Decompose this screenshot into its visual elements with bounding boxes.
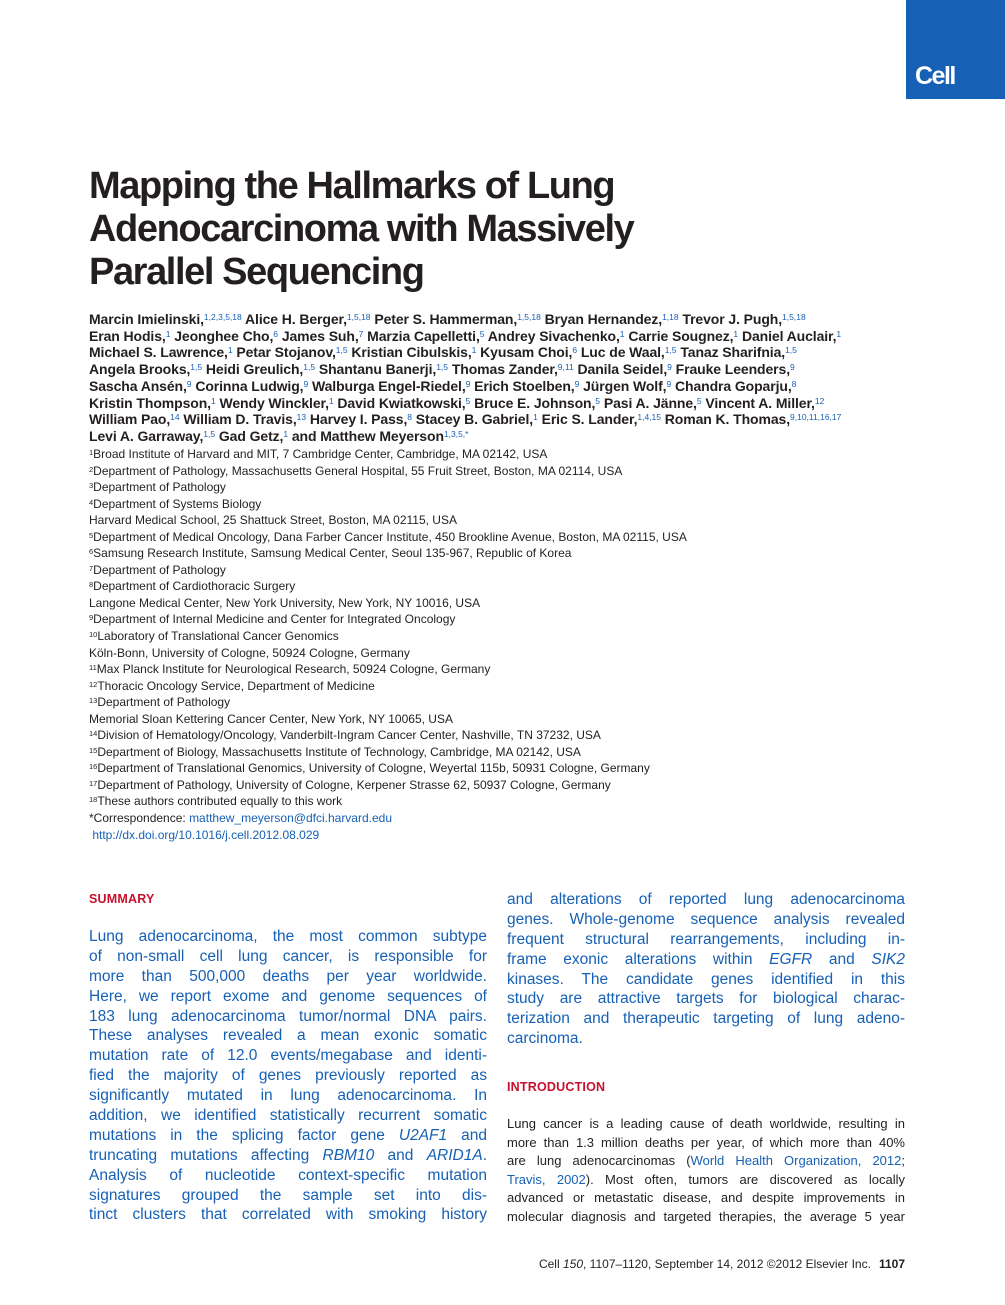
affiliation-number: 4 bbox=[89, 497, 94, 507]
summary-line: mutation rate of 12.0 events/megabase and identi- bbox=[89, 1047, 487, 1065]
affiliation-number: 17 bbox=[89, 778, 98, 788]
footer-citation: , 1107–1120, September 14, 2012 ©2012 Elsevier Inc. bbox=[583, 1257, 871, 1271]
affiliation-number: 18 bbox=[89, 795, 98, 805]
author-name[interactable]: Kyusam Choi, bbox=[480, 344, 573, 361]
author-name[interactable]: Marcin Imielinski, bbox=[89, 311, 204, 327]
author-name[interactable]: Thomas Zander, bbox=[451, 361, 558, 378]
author-affil: 9 bbox=[667, 362, 672, 373]
summary-line bbox=[507, 950, 905, 970]
author-affil: 9 bbox=[666, 378, 672, 389]
author-affil: 1,18 bbox=[662, 312, 679, 322]
affiliation-number: 8 bbox=[89, 580, 94, 590]
citation-link[interactable]: Travis, 2002 bbox=[507, 1171, 586, 1187]
author-affil: 9 bbox=[303, 378, 309, 389]
author-name[interactable]: Eric S. Lander, bbox=[541, 411, 638, 428]
doi bbox=[89, 827, 919, 844]
affiliation bbox=[89, 793, 919, 810]
introduction-body bbox=[507, 1115, 905, 1227]
author-name[interactable]: Bruce E. Johnson, bbox=[474, 394, 596, 411]
author-name[interactable]: William Pao, bbox=[89, 411, 171, 428]
gene-name: U2AF1 bbox=[398, 1126, 448, 1144]
author-name[interactable]: Luc de Waal, bbox=[580, 344, 665, 361]
author-affil: 1 bbox=[210, 395, 216, 406]
author-name[interactable]: Heidi Greulich, bbox=[205, 361, 304, 378]
author-name[interactable]: Harvey I. Pass, bbox=[309, 411, 408, 428]
summary-line: of non-small cell lung cancer, is responsible for bbox=[89, 947, 487, 965]
affiliation-text: Thoracic Oncology Service, Department of Medicine bbox=[97, 678, 375, 693]
affiliation-text: Samsung Research Institute, Samsung Medical Center, Seoul 135-967, Republic of Korea bbox=[93, 546, 572, 561]
affiliation bbox=[89, 446, 919, 463]
author-name[interactable]: Danila Seidel, bbox=[577, 361, 668, 378]
author-affil: 1 bbox=[471, 345, 477, 356]
affiliation-number: 12 bbox=[89, 679, 98, 689]
summary-line: addition, we identified statistically recurrent somatic bbox=[89, 1107, 487, 1125]
intro-line: more than 1.3 million deaths per year, of which more than 40% bbox=[507, 1134, 905, 1150]
summary-line: carcinoma. bbox=[507, 1030, 583, 1048]
affiliation-number: 11 bbox=[89, 663, 97, 673]
author-affil: 1 bbox=[328, 395, 334, 406]
author-line bbox=[89, 344, 919, 361]
author-affil: 5 bbox=[595, 395, 601, 406]
intro-line: advanced or metastatic disease, and despite improvements in bbox=[507, 1190, 905, 1206]
summary-line: tinct clusters that correlated with smoking history bbox=[89, 1206, 487, 1224]
author-affil: 1,3,5,* bbox=[443, 428, 469, 439]
page-footer bbox=[539, 1257, 905, 1271]
affiliation-number: 15 bbox=[89, 745, 98, 755]
author-affil: 9 bbox=[574, 378, 580, 389]
author-name[interactable]: Wendy Winckler, bbox=[219, 394, 329, 411]
journal-logo-text: Cell bbox=[915, 62, 955, 90]
footer-journal: Cell bbox=[538, 1257, 563, 1271]
affiliation bbox=[89, 678, 919, 695]
affiliation bbox=[89, 479, 919, 496]
affiliation-text: Langone Medical Center, New York University, New York, NY 10016, USA bbox=[89, 595, 481, 610]
author-name[interactable]: Jeonghee Cho, bbox=[174, 327, 274, 344]
author-line bbox=[89, 378, 919, 395]
affiliation bbox=[89, 628, 919, 645]
author-name[interactable]: Pasi A. Jänne, bbox=[603, 394, 697, 411]
author-affil: 8 bbox=[791, 378, 797, 389]
summary-line: terization and therapeutic targeting of lung adeno- bbox=[507, 1010, 905, 1028]
gene-name: SIK2 bbox=[871, 950, 905, 968]
correspondence-label: *Correspondence: bbox=[89, 811, 190, 826]
affiliation-number: 13 bbox=[89, 696, 98, 706]
author-name[interactable]: Vincent A. Miller, bbox=[705, 394, 815, 411]
author-affil: 13 bbox=[296, 412, 307, 423]
affiliation-text: Harvard Medical School, 25 Shattuck Street, Boston, MA 02115, USA bbox=[89, 513, 457, 528]
affiliation-number: 10 bbox=[89, 630, 98, 640]
author-affil: 9 bbox=[790, 362, 795, 373]
affiliation bbox=[89, 512, 919, 529]
affiliation bbox=[89, 545, 919, 562]
affiliation-text: Max Planck Institute for Neurological Research, 50924 Cologne, Germany bbox=[96, 662, 491, 677]
author-name[interactable]: Angela Brooks, bbox=[89, 361, 191, 378]
author-name[interactable]: Daniel Auclair, bbox=[741, 327, 837, 344]
author-name[interactable]: Eran Hodis, bbox=[89, 327, 166, 344]
author-affil: 9 bbox=[465, 378, 471, 389]
affiliation-text: Köln-Bonn, University of Cologne, 50924 Cologne, Germany bbox=[89, 645, 410, 660]
author-affil: 1 bbox=[165, 328, 171, 339]
summary-text-run: and bbox=[374, 1146, 427, 1164]
title-line: Mapping the Hallmarks of Lung bbox=[89, 165, 615, 207]
summary-left-column bbox=[89, 927, 487, 1225]
author-affil: 1,5 bbox=[203, 428, 216, 439]
author-affil: 1 bbox=[619, 328, 625, 339]
correspondence bbox=[89, 810, 919, 827]
author-name[interactable]: Kristian Cibulskis, bbox=[351, 344, 472, 361]
title-line: Parallel Sequencing bbox=[89, 251, 424, 293]
author-name[interactable]: Walburga Engel-Riedel, bbox=[312, 377, 466, 394]
summary-text-run: and bbox=[812, 950, 872, 968]
author-affil: 12 bbox=[814, 395, 825, 406]
author-affil: 6 bbox=[572, 345, 578, 356]
summary-line: fied the majority of genes previously reported as bbox=[89, 1067, 487, 1085]
intro-text-run: ). Most often, tumors are discovered as locally bbox=[585, 1171, 905, 1187]
affiliation-text: Department of Medical Oncology, Dana Farber Cancer Institute, 450 Brookline Avenue, Boston, MA 02115, USA bbox=[93, 529, 687, 544]
article-title bbox=[89, 165, 789, 294]
author-name[interactable]: Jürgen Wolf, bbox=[583, 377, 667, 394]
summary-line: signatures grouped the sample set into dis- bbox=[89, 1186, 487, 1204]
summary-line: frequent structural rearrangements, including in- bbox=[507, 930, 905, 948]
affiliation-text: Department of Pathology, Massachusetts General Hospital, 55 Fruit Street, Boston, MA 02114, USA bbox=[93, 463, 623, 478]
affiliation bbox=[89, 562, 919, 579]
author-affil: 8 bbox=[407, 412, 412, 423]
author-name[interactable]: Gad Getz, bbox=[218, 427, 284, 444]
affiliation bbox=[89, 529, 919, 546]
affiliation-text: Department of Internal Medicine and Center for Integrated Oncology bbox=[93, 612, 456, 627]
author-affil: 1,5,18 bbox=[517, 312, 541, 322]
affiliation bbox=[89, 611, 919, 628]
affiliation-number: 16 bbox=[89, 762, 98, 772]
author-name[interactable]: Erich Stoelben, bbox=[474, 377, 575, 394]
author-line bbox=[89, 361, 919, 378]
affiliation-text: Broad Institute of Harvard and MIT, 7 Cambridge Center, Cambridge, MA 02142, USA bbox=[93, 447, 548, 461]
author-affil: 5 bbox=[696, 395, 702, 406]
affiliation-number: 14 bbox=[89, 729, 98, 739]
author-name[interactable]: Stacey B. Gabriel, bbox=[415, 411, 534, 428]
summary-text-run: . bbox=[482, 1146, 487, 1164]
author-affil: 1,5 bbox=[190, 362, 203, 373]
affiliation-text: Department of Pathology bbox=[93, 480, 226, 495]
affiliation-text: Memorial Sloan Kettering Cancer Center, New York, NY 10065, USA bbox=[89, 711, 453, 726]
introduction-heading: INTRODUCTION bbox=[507, 1080, 606, 1094]
summary-right-column bbox=[507, 890, 905, 1049]
summary-line bbox=[507, 970, 905, 990]
summary-line: more than 500,000 deaths per year worldwide. bbox=[89, 967, 487, 985]
author-name[interactable]: William D. Travis, bbox=[183, 411, 297, 428]
intro-line bbox=[507, 1171, 905, 1190]
author-name[interactable]: Alice H. Berger, bbox=[245, 311, 347, 327]
author-affil: 9,10,11,16,17 bbox=[790, 412, 842, 423]
title-line: Adenocarcinoma with Massively bbox=[89, 208, 634, 250]
summary-heading: SUMMARY bbox=[89, 892, 155, 906]
summary-text-run: mutations in the splicing factor gene bbox=[89, 1126, 399, 1144]
author-affil: 5 bbox=[465, 395, 471, 406]
author-affil: 6 bbox=[273, 328, 279, 339]
affiliation-text: Department of Biology, Massachusetts Institute of Technology, Cambridge, MA 02142, USA bbox=[97, 744, 581, 759]
affiliation-list bbox=[89, 446, 919, 843]
footer-volume: 150 bbox=[562, 1257, 584, 1271]
author-name[interactable]: Peter S. Hammerman, bbox=[374, 311, 518, 327]
affiliation-number: 1 bbox=[89, 448, 94, 457]
author-affil: 9 bbox=[186, 378, 192, 389]
intro-line bbox=[507, 1152, 905, 1171]
affiliation bbox=[89, 595, 919, 612]
intro-text-run: are lung adenocarcinomas ( bbox=[507, 1153, 691, 1169]
author-name[interactable]: Michael S. Lawrence, bbox=[89, 344, 228, 361]
author-name[interactable]: Levi A. Garraway, bbox=[89, 427, 204, 444]
author-affil: 1,2,3,5,18 bbox=[203, 312, 242, 322]
correspondence-email-link[interactable]: matthew_meyerson@dfci.harvard.edu bbox=[189, 811, 393, 826]
author-name[interactable]: James Suh, bbox=[281, 327, 359, 344]
affiliation bbox=[89, 645, 919, 662]
author-name[interactable]: Corinna Ludwig, bbox=[195, 377, 304, 394]
affiliation bbox=[89, 727, 919, 744]
summary-line: and alterations of reported lung adenocarcinoma bbox=[507, 891, 905, 908]
author-line bbox=[89, 328, 919, 345]
author-name[interactable]: Matthew Meyerson bbox=[320, 427, 444, 444]
affiliation-text: Laboratory of Translational Cancer Genomics bbox=[97, 629, 339, 644]
page-number: 1107 bbox=[878, 1257, 905, 1271]
author-name[interactable]: Roman K. Thomas, bbox=[664, 411, 790, 428]
gene-name: RBM10 bbox=[322, 1146, 375, 1164]
author-affil: 1 bbox=[836, 328, 842, 339]
affiliation bbox=[89, 744, 919, 761]
affiliation bbox=[89, 578, 919, 595]
summary-line: significantly mutated in lung adenocarcinoma. In bbox=[89, 1087, 487, 1105]
summary-text-run: . The candidate genes identified in this bbox=[559, 970, 905, 988]
author-affil: 1,4,15 bbox=[637, 412, 661, 423]
citation-link[interactable]: World Health Organization, 2012 bbox=[690, 1153, 902, 1169]
affiliation bbox=[89, 760, 919, 777]
affiliation-text: Department of Systems Biology bbox=[93, 496, 262, 511]
author-affil: 9,11 bbox=[557, 362, 574, 373]
affiliation-number: 9 bbox=[89, 613, 94, 623]
affiliation-text: These authors contributed equally to this work bbox=[97, 794, 343, 809]
author-affil: 1 bbox=[533, 412, 538, 423]
affiliation bbox=[89, 711, 919, 728]
doi-link[interactable]: http://dx.doi.org/10.1016/j.cell.2012.08.029 bbox=[92, 827, 320, 842]
author-affil: 1 bbox=[227, 345, 233, 356]
summary-line: study are attractive targets for biological charac- bbox=[507, 990, 905, 1008]
author-name[interactable]: Andrey Sivachenko, bbox=[487, 327, 620, 344]
author-affil: 1,5,18 bbox=[782, 312, 806, 322]
author-affil: 1,5 bbox=[335, 345, 348, 356]
affiliation-number: 7 bbox=[89, 563, 94, 573]
affiliation-text: Department of Cardiothoracic Surgery bbox=[93, 579, 296, 594]
summary-text-run: kinases bbox=[507, 970, 560, 988]
summary-line: Here, we report exome and genome sequences of bbox=[89, 987, 487, 1005]
summary-text-run: and bbox=[447, 1126, 488, 1144]
intro-text-run: ; bbox=[901, 1153, 905, 1169]
author-name[interactable]: Trevor J. Pugh, bbox=[682, 311, 783, 327]
summary-line: Analysis of nucleotide context-specific mutation bbox=[89, 1166, 487, 1184]
author-name[interactable]: Petar Stojanov, bbox=[236, 344, 336, 361]
author-conjunction: and bbox=[291, 427, 317, 444]
author-list bbox=[89, 311, 919, 445]
summary-line: Lung adenocarcinoma, the most common subtype bbox=[89, 928, 487, 945]
affiliation-number: 2 bbox=[89, 464, 94, 474]
author-name[interactable]: Carrie Sougnez, bbox=[628, 327, 734, 344]
author-affil: 1,5 bbox=[785, 345, 797, 356]
affiliation-text: Division of Hematology/Oncology, Vanderbilt-Ingram Cancer Center, Nashville, TN 37232, USA bbox=[97, 728, 601, 743]
affiliation-number: 5 bbox=[89, 530, 94, 540]
affiliation-text: Department of Pathology bbox=[97, 695, 231, 710]
affiliation bbox=[89, 463, 919, 480]
author-name[interactable]: Bryan Hernandez, bbox=[544, 311, 663, 327]
affiliation bbox=[89, 777, 919, 794]
gene-name: EGFR bbox=[769, 950, 813, 968]
gene-name: ARID1A bbox=[426, 1146, 483, 1164]
author-line bbox=[89, 311, 919, 328]
affiliation bbox=[89, 661, 919, 678]
author-affil: 1,5 bbox=[436, 362, 449, 373]
author-affil: 1 bbox=[733, 328, 739, 339]
summary-text-run: frame exonic alterations within bbox=[507, 950, 770, 968]
affiliation-number: 6 bbox=[89, 547, 94, 557]
summary-line: 183 lung adenocarcinoma tumor/normal DNA pairs. bbox=[89, 1007, 487, 1025]
author-name[interactable]: Marzia Capelletti, bbox=[367, 327, 480, 344]
author-line bbox=[89, 411, 919, 428]
summary-line: These analyses revealed a mean exonic somatic bbox=[89, 1027, 487, 1045]
intro-line: Lung cancer is a leading cause of death worldwide, resulting in bbox=[507, 1116, 905, 1131]
author-name[interactable]: Sascha Ansén, bbox=[89, 377, 187, 394]
author-name[interactable]: David Kwiatkowski, bbox=[337, 394, 466, 411]
author-line bbox=[89, 428, 919, 445]
summary-text-run: truncating mutations affecting bbox=[89, 1146, 323, 1164]
author-affil: 1 bbox=[283, 428, 289, 439]
author-affil: 5 bbox=[479, 328, 485, 339]
author-name[interactable]: Chandra Goparju, bbox=[674, 377, 792, 394]
author-name[interactable]: Frauke Leenders, bbox=[675, 361, 791, 378]
author-name[interactable]: Shantanu Banerji, bbox=[318, 361, 437, 378]
author-affil: 1,5 bbox=[664, 345, 677, 356]
affiliation-text: Department of Pathology bbox=[93, 562, 226, 577]
affiliation-text: Department of Translational Genomics, University of Cologne, Weyertal 115b, 50931 Cologne, Germany bbox=[97, 761, 650, 776]
author-affil: 1,5,18 bbox=[346, 312, 371, 322]
affiliation bbox=[89, 496, 919, 513]
summary-line: genes. Whole-genome sequence analysis revealed bbox=[507, 910, 905, 928]
author-line bbox=[89, 395, 919, 412]
author-affil: 1,5 bbox=[303, 362, 316, 373]
summary-line bbox=[89, 1146, 487, 1166]
affiliation bbox=[89, 694, 919, 711]
journal-logo bbox=[906, 0, 1005, 99]
affiliation-number: 3 bbox=[89, 481, 94, 491]
author-affil: 14 bbox=[170, 412, 180, 423]
author-affil: 7 bbox=[358, 328, 364, 339]
author-name[interactable]: Kristin Thompson, bbox=[89, 394, 211, 411]
summary-line bbox=[89, 1126, 487, 1146]
intro-line: molecular diagnosis and targeted therapies, the average 5 year bbox=[507, 1208, 905, 1224]
affiliation-text: Department of Pathology, University of Cologne, Kerpener Strasse 62, 50937 Cologne, Germany bbox=[97, 777, 611, 792]
author-name[interactable]: Tanaz Sharifnia, bbox=[680, 344, 786, 361]
